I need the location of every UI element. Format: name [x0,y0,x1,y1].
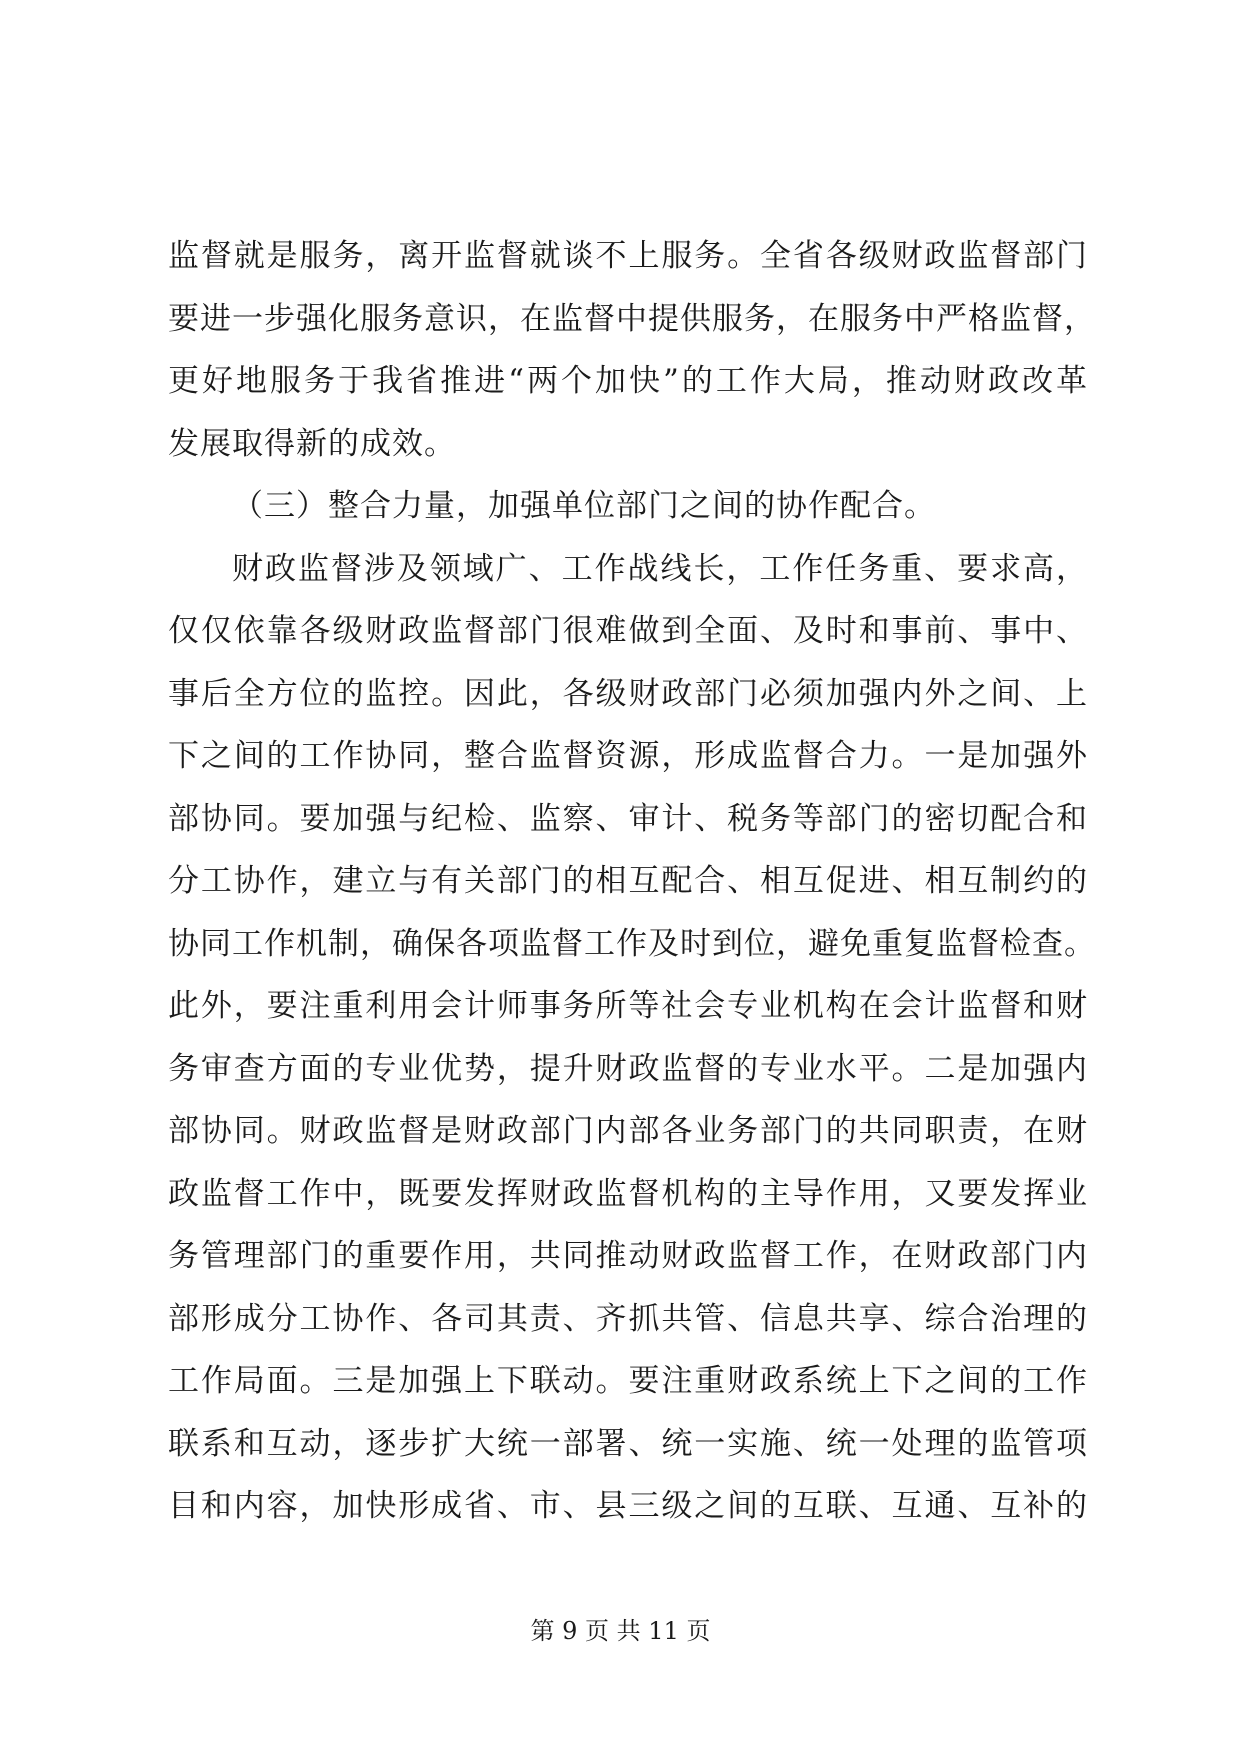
text-line: 要进一步强化服务意识，在监督中提供服务，在服务中严格监督， [168,300,1096,337]
text-line: 工作局面。三是加强上下联动。要注重财政系统上下之间的工作 [168,1363,1088,1399]
text-line: 分工协作，建立与有关部门的相互配合、相互促进、相互制约的 [168,863,1088,899]
text-line: 事后全方位的监控。因此，各级财政部门必须加强内外之间、上 [168,675,1088,712]
text-line: 部协同。要加强与纪检、监察、审计、税务等部门的密切配合和 [168,800,1088,837]
text-line: 部形成分工协作、各司其责、齐抓共管、信息共享、综合治理的 [168,1300,1088,1337]
text-line: 部协同。财政监督是财政部门内部各业务部门的共同职责，在财 [168,1113,1088,1149]
text-line: 目和内容，加快形成省、市、县三级之间的互联、互通、互补的 [168,1488,1088,1524]
text-line: 务管理部门的重要作用，共同推动财政监督工作，在财政部门内 [168,1238,1088,1274]
text-line: 务审查方面的专业优势，提升财政监督的专业水平。二是加强内 [168,1050,1088,1087]
text-line: 更好地服务于我省推进“两个加快”的工作大局，推动财政改革 [168,363,1088,399]
text-line: 下之间的工作协同，整合监督资源，形成监督合力。一是加强外 [168,738,1088,774]
text-line: 监督就是服务，离开监督就谈不上服务。全省各级财政监督部门 [168,238,1088,274]
text-line: 协同工作机制，确保各项监督工作及时到位，避免重复监督检查。 [168,925,1096,962]
page-footer: 第 9 页 共 11 页 [530,1617,711,1645]
text-line: 联系和互动，逐步扩大统一部署、统一实施、统一处理的监管项 [168,1425,1088,1462]
section-heading: （三）整合力量，加强单位部门之间的协作配合。 [232,488,936,524]
text-line: 此外，要注重利用会计师事务所等社会专业机构在会计监督和财 [168,988,1088,1024]
paragraph-first-line: 财政监督涉及领域广、工作战线长，工作任务重、要求高， [232,550,1088,587]
text-line: 仅仅依靠各级财政监督部门很难做到全面、及时和事前、事中、 [168,613,1088,649]
text-line: 发展取得新的成效。 [168,425,456,462]
document-body [168,225,1096,1538]
text-line: 政监督工作中，既要发挥财政监督机构的主导作用，又要发挥业 [168,1175,1088,1212]
